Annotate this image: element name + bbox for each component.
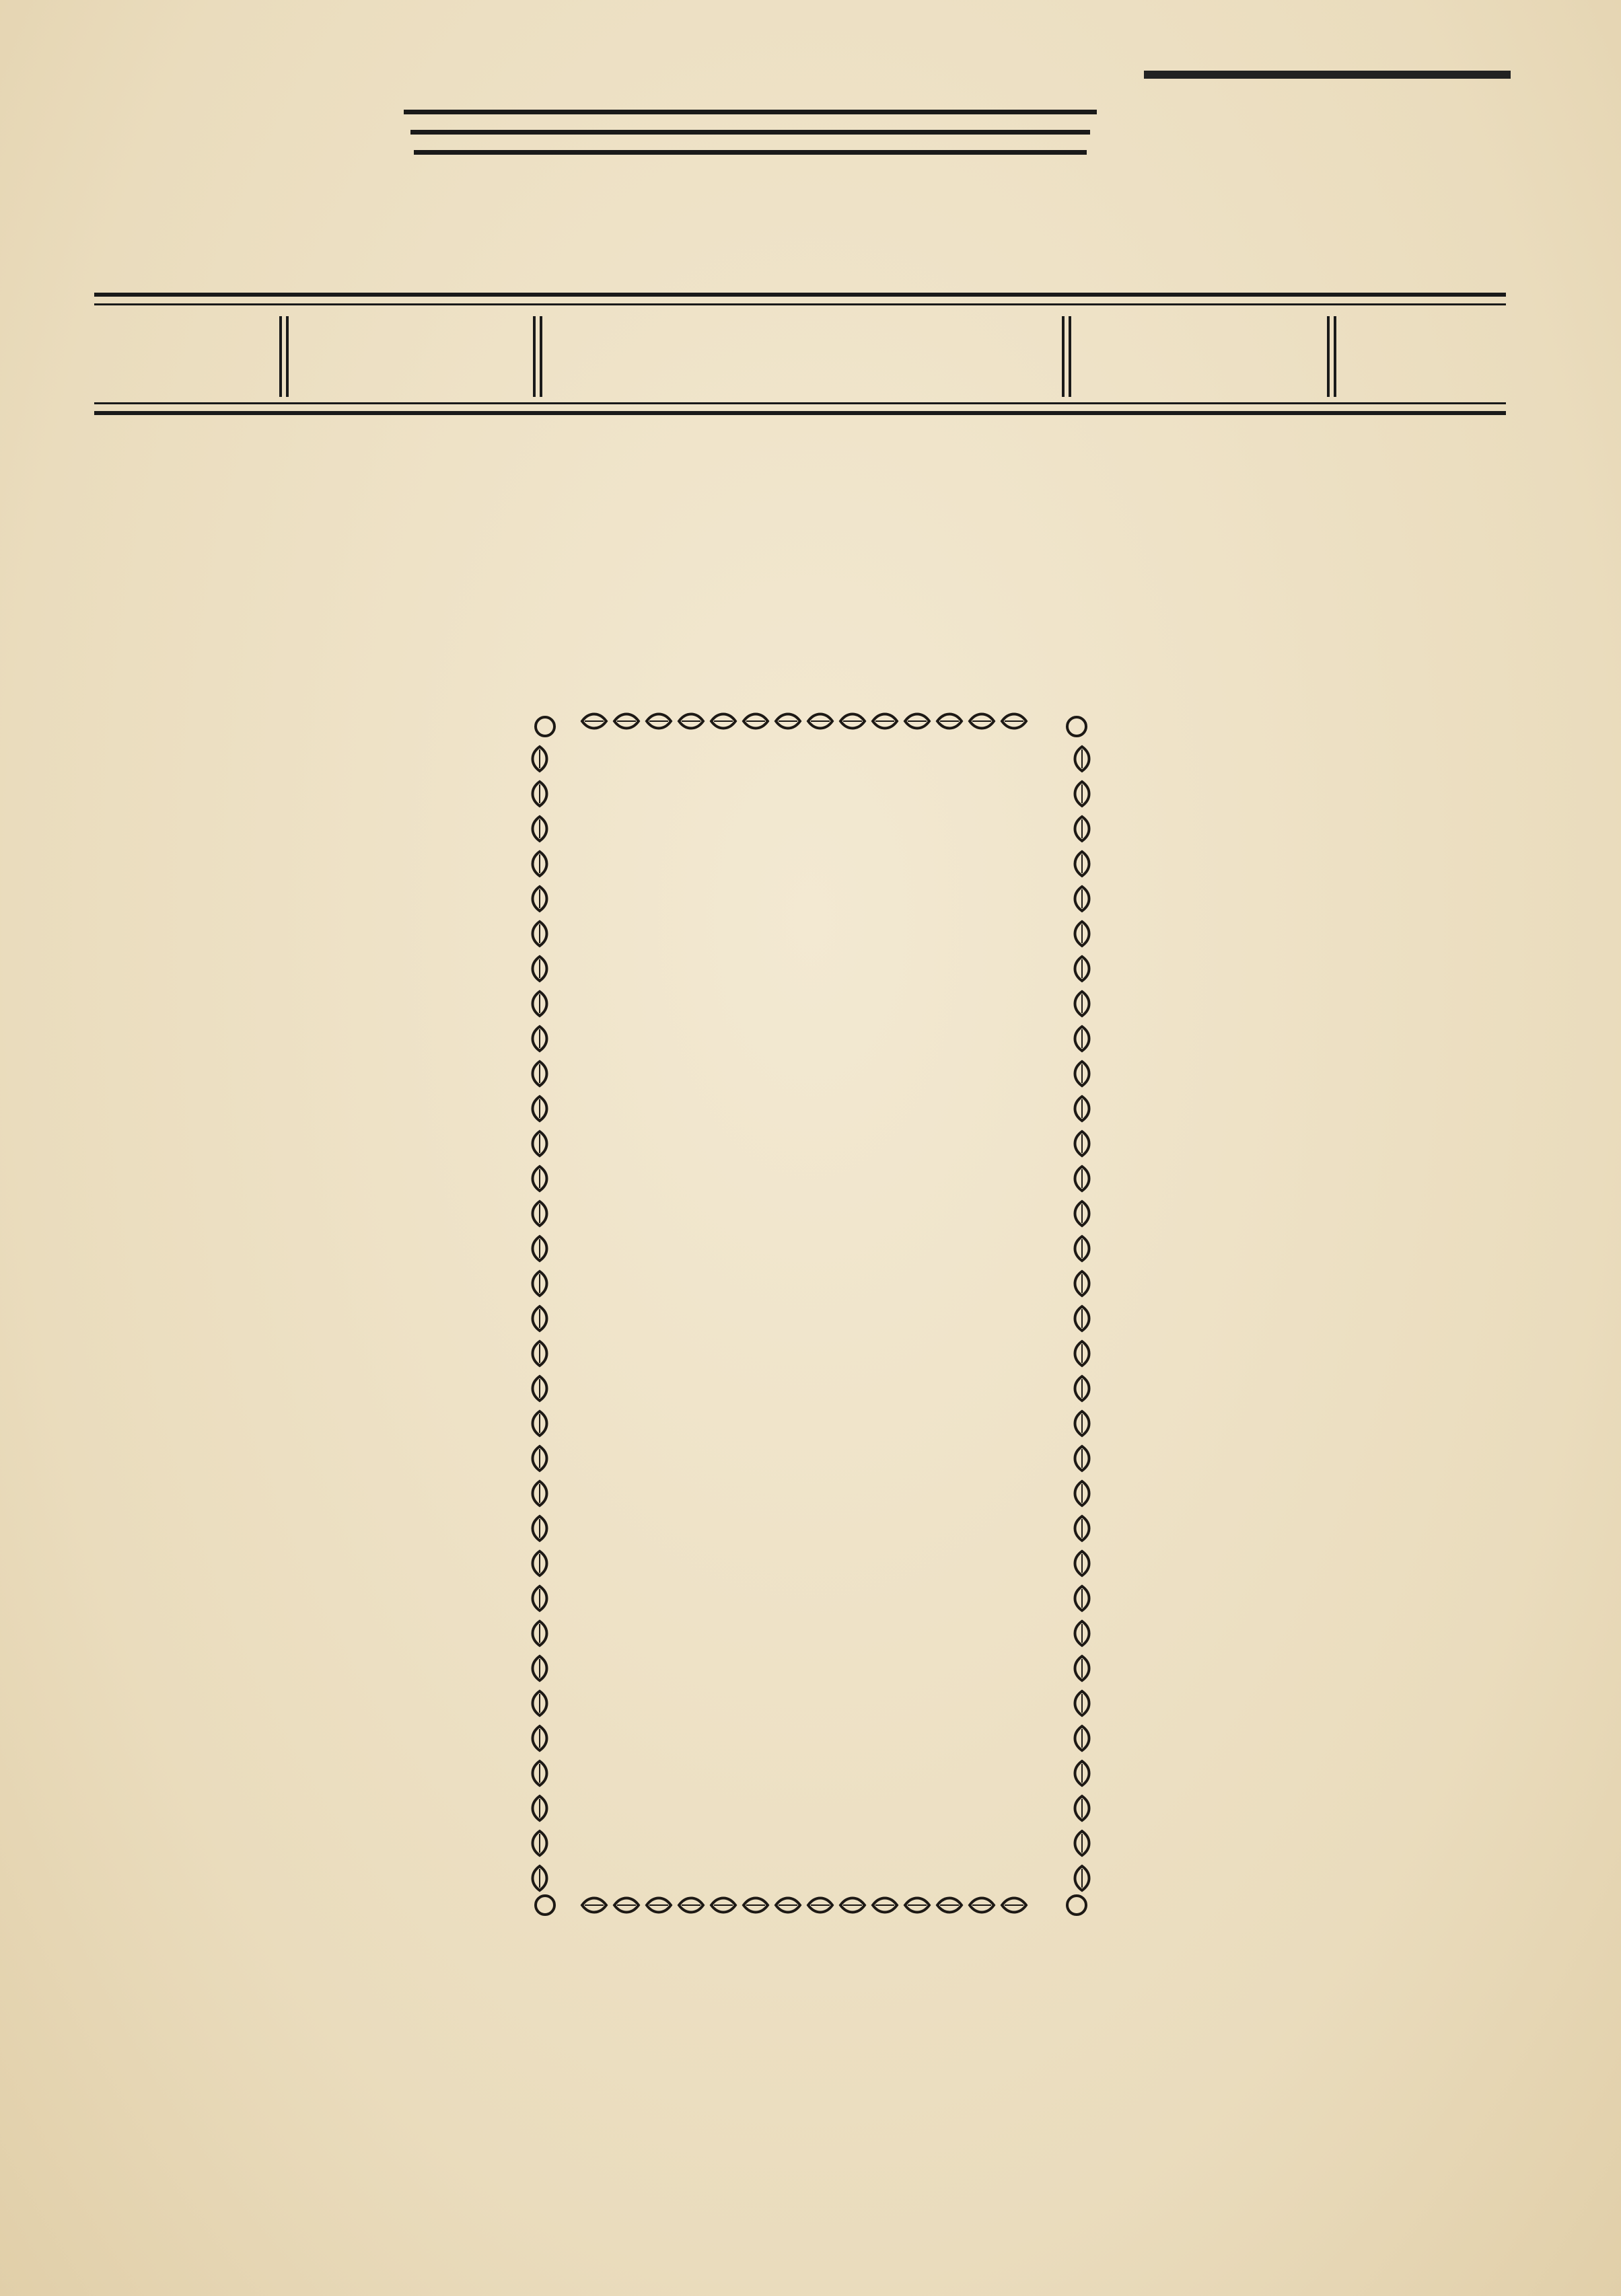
year-cell <box>98 316 279 394</box>
info-strip-bottom-rule <box>94 402 1506 415</box>
border-bottom <box>582 1898 1026 1913</box>
strip-divider <box>533 316 536 397</box>
masthead-rule <box>410 130 1090 135</box>
number-cell <box>1339 316 1506 394</box>
laurel-border <box>518 700 1104 1931</box>
border-right <box>1075 747 1089 1890</box>
strip-divider <box>286 316 289 397</box>
border-top <box>582 714 1026 729</box>
masthead-rule <box>404 110 1097 114</box>
masthead-rule <box>414 150 1087 155</box>
portrait-frame <box>518 700 1104 1931</box>
strip-divider <box>1334 316 1336 397</box>
organ-line <box>1144 77 1511 79</box>
strip-divider <box>279 316 282 397</box>
strip-divider <box>1327 316 1330 397</box>
publication-cell <box>289 316 532 394</box>
border-left <box>533 747 547 1890</box>
strip-divider <box>1062 316 1065 397</box>
masthead-title <box>87 87 1137 316</box>
date-cell <box>544 316 1062 394</box>
address-cell <box>1071 316 1327 394</box>
strip-divider <box>540 316 542 397</box>
border-corners <box>536 717 1086 1915</box>
masthead-organ-statement <box>1144 71 1511 79</box>
info-strip-top-rule <box>94 293 1506 305</box>
